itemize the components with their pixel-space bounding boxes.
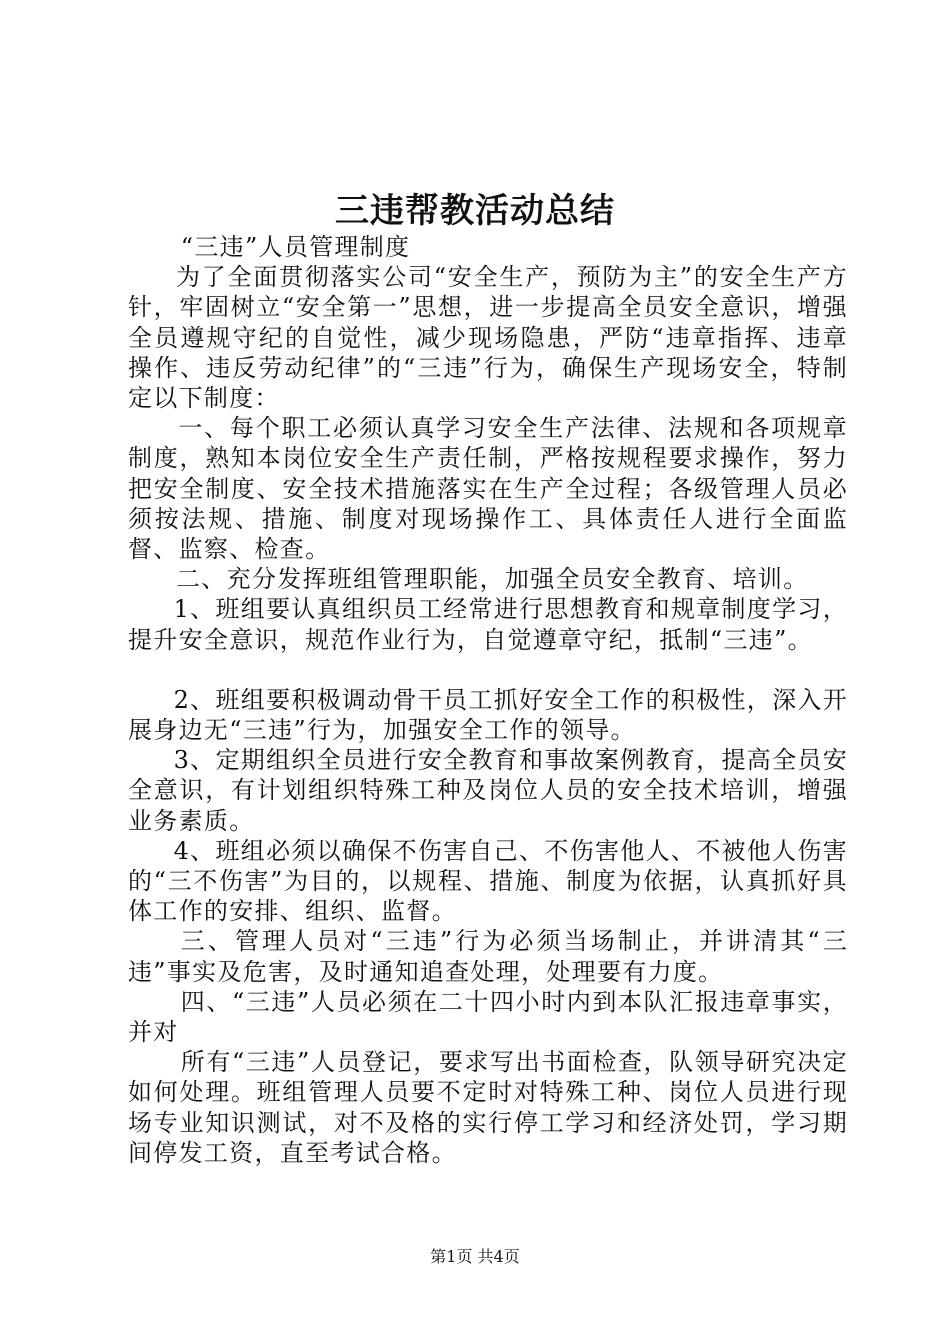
body-paragraph: 所有“三违”人员登记，要求写出书面检查，队领导研究决定如何处理。班组管理人员要不定时对特殊工种、岗位人员进行现场专业知识测试，对不及格的实行停工学习和经济处罚，学习期间停发工资，直至考试合格。 — [128, 1048, 848, 1167]
blank-line — [128, 655, 848, 685]
body-paragraph: 3、定期组织全员进行安全教育和事故案例教育，提高全员安全意识，有计划组织特殊工种及岗位人员的安全技术培训，增强业务素质。 — [128, 746, 848, 835]
body-paragraph: “三违”人员管理制度 — [180, 233, 411, 261]
body-paragraph: 二、充分发挥班组管理职能，加强全员安全教育、培训。 — [176, 565, 809, 594]
body-paragraph: 4、班组必须以确保不伤害自己、不伤害他人、不被他人伤害的“三不伤害”为目的，以规程、措施、制度为依据，认真抓好具体工作的安排、组织、监督。 — [128, 836, 848, 926]
page-title: 三违帮教活动总结 — [335, 191, 615, 231]
page-footer: 第1页 共4页 — [430, 1247, 520, 1266]
body-paragraph: 三、管理人员对“三违”行为必须当场制止，并讲清其“三违”事实及危害，及时通知追查处理，处理要有力度。 — [128, 927, 848, 986]
body-paragraph: 1、班组要认真组织员工经常进行思想教育和规章制度学习，提升安全意识，规范作业行为，自觉遵章守纪，抵制“三违”。 — [128, 595, 848, 654]
body-paragraph: 一、每个职工必须认真学习安全生产法律、法规和各项规章制度，熟知本岗位安全生产责任制，严格按规程要求操作，努力把安全制度、安全技术措施落实在生产全过程；各级管理人员必须按法规、措施、制度对现场操作工、具体责任人进行全面监督、监察、检查。 — [128, 414, 848, 564]
body-paragraph: 2、班组要积极调动骨干员工抓好安全工作的积极性，深入开展身边无“三违”行为，加强安全工作的领导。 — [128, 685, 848, 745]
body-paragraph: 为了全面贯彻落实公司“安全生产，预防为主”的安全生产方针，牢固树立“安全第一”思想，进一步提高全员安全意识，增强全员遵规守纪的自觉性，减少现场隐患，严防“违章指挥、违章操作、违反劳动纪律”的“三违”行为，确保生产现场安全，特制定以下制度： — [128, 263, 848, 413]
body-paragraph: 四、“三违”人员必须在二十四小时内到本队汇报违章事实，并对 — [128, 987, 848, 1047]
document-body — [128, 232, 848, 1168]
